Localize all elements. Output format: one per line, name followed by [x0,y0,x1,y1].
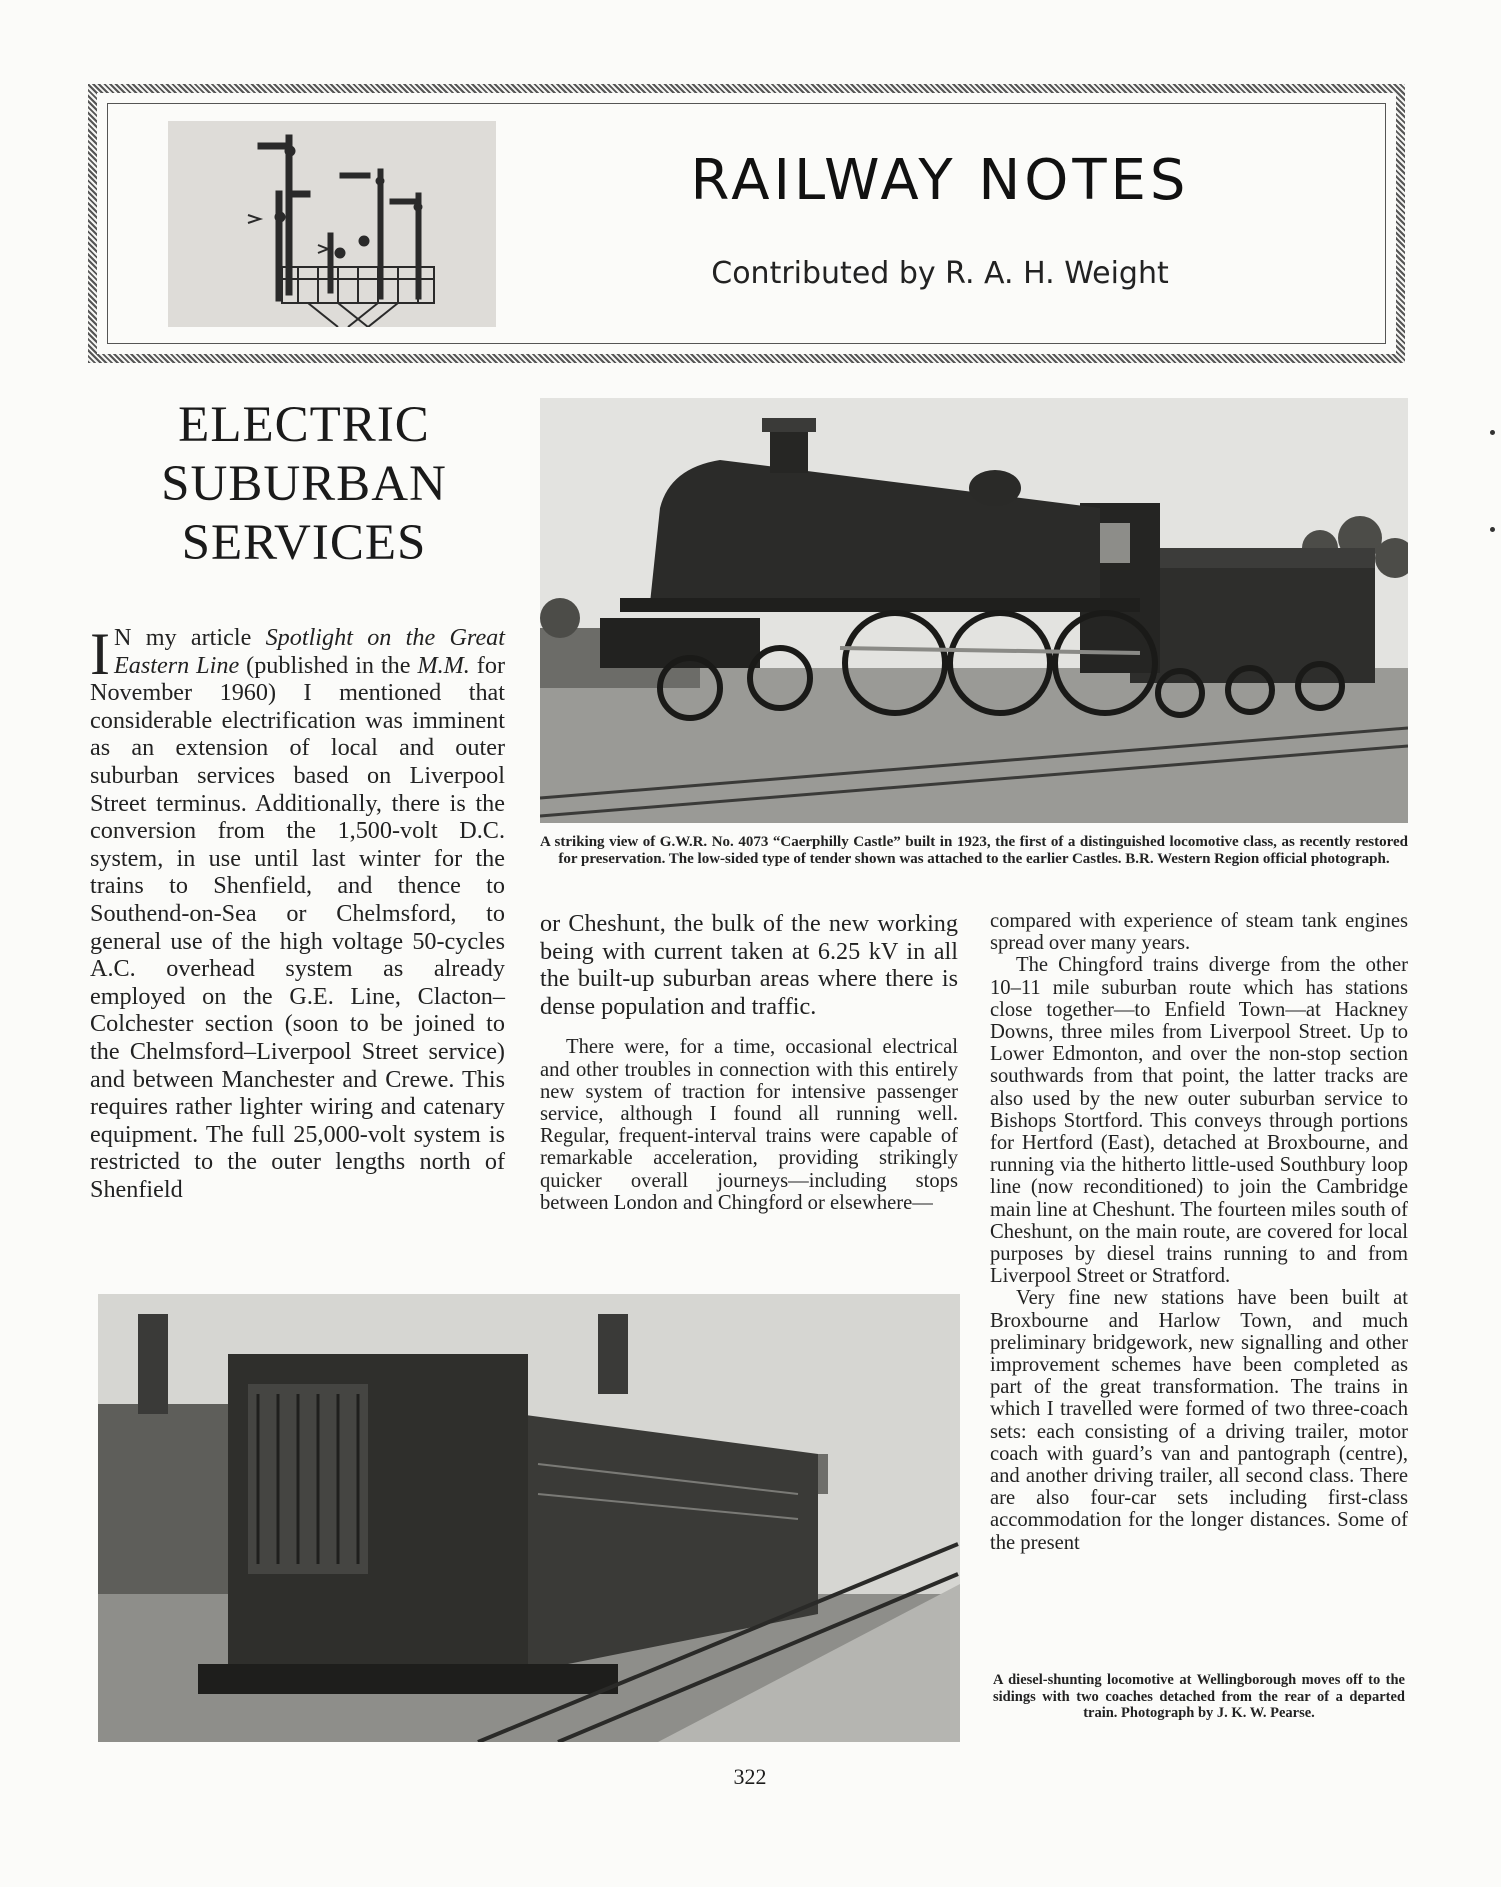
article-paragraph: The Chingford trains diverge from the other 10–11 mile suburban route which has stations close together—to Enfield Town—at Hackney Downs, three miles from Liverpool Street. Up to Lower Edmonton, and over the non-stop section southwards from that point, the latter tracks are also used by the new outer suburban service to Bishops Stortford. This conveys through portions for Hertford (East), detached at Broxbourne, and running via the hitherto little-used Southbury loop line (now reconditioned) to join the Cambridge main line at Cheshunt. The fourteen miles south of Cheshunt, on the main route, are covered for local purposes by diesel trains running to and from Liverpool Street or Stratford. [990,954,1408,1288]
text-run: N my article [113,624,266,651]
article-column-1 [90,621,506,1203]
article-title-reference: Spotlight on the Great Eastern Line [113,624,505,679]
article-paragraph: compared with experience of steam tank engines spread over many years. [990,910,1408,955]
article-headline [92,396,516,573]
signals-photo [168,121,496,327]
text-run: (published in the [239,651,418,679]
photo-caption-castle: A striking view of G.W.R. No. 4073 “Caerphilly Castle” built in 1923, the first of a distinguished locomotive class, as recently restored for preservation. The low-sided type of tender shown was attached to the earlier Castles. B.R. Western Region official photograph. [540,834,1408,867]
article-column-3 [990,910,1408,1554]
margin-mark [1490,527,1495,532]
headline-line: ELECTRIC [178,397,430,453]
margin-mark [1490,430,1495,435]
headline-line: SERVICES [181,515,427,571]
section-title: RAILWAY NOTES [690,148,1190,213]
article-paragraph: or Cheshunt, the bulk of the new working being with current taken at 6.25 kV in all the built-up suburban areas where there is dense population and traffic. [540,910,958,1020]
castle-locomotive-photo [540,398,1408,823]
article-column-2 [540,910,958,1214]
article-paragraph: There were, for a time, occasional electrical and other troubles in connection with this entirely new system of traction for intensive passenger service, although I found all running well. Regular, frequent-interval trains were capable of remarkable acceleration, providing strikingly quicker overall journeys—including stops between London and Chingford or elsewhere— [540,1036,958,1214]
magazine-reference: M.M. [417,651,470,679]
photo-caption-diesel: A diesel-shunting locomotive at Wellingborough moves off to the sidings with two coaches detached from the rear of a departed train. Photograph by J. K. W. Pearse. [993,1672,1405,1721]
headline-line: SUBURBAN [161,456,447,512]
article-paragraph [90,621,506,1203]
byline: Contributed by R. A. H. Weight [711,256,1169,291]
text-run: for November 1960) I mentioned that considerable electrification was imminent as an extension of local and outer suburban services based on Liverpool Street terminus. Additionally, there is the conversion from the 1,500-volt D.C. system, in use until last winter for the trains to Shenfield, and thence to Southend-on-Sea or Chelmsford, to general use of the high voltage 50-cycles A.C. overhead system as already employed on the G.E. Line, Clacton–Colchester section (soon to be joined to the Chelmsford–Liverpool Street service) and between Manchester and Crewe. This requires rather lighter wiring and catenary equipment. The full 25,000-volt system is restricted to the outer lengths north of Shenfield [90,651,506,1203]
article-paragraph: Very fine new stations have been built at Broxbourne and Harlow Town, and much preliminary bridgework, new signalling and other improvement schemes have been completed as part of the great transformation. The trains in which I travelled were formed of two three-coach sets: each consisting of a driving trailer, motor coach with guard’s van and pantograph (centre), and another driving trailer, all second class. There are also four-car sets including first-class accommodation for the longer distances. Some of the present [990,1287,1408,1554]
drop-cap: I [90,621,110,687]
page-number: 322 [733,1764,767,1789]
diesel-shunter-photo [98,1294,960,1742]
